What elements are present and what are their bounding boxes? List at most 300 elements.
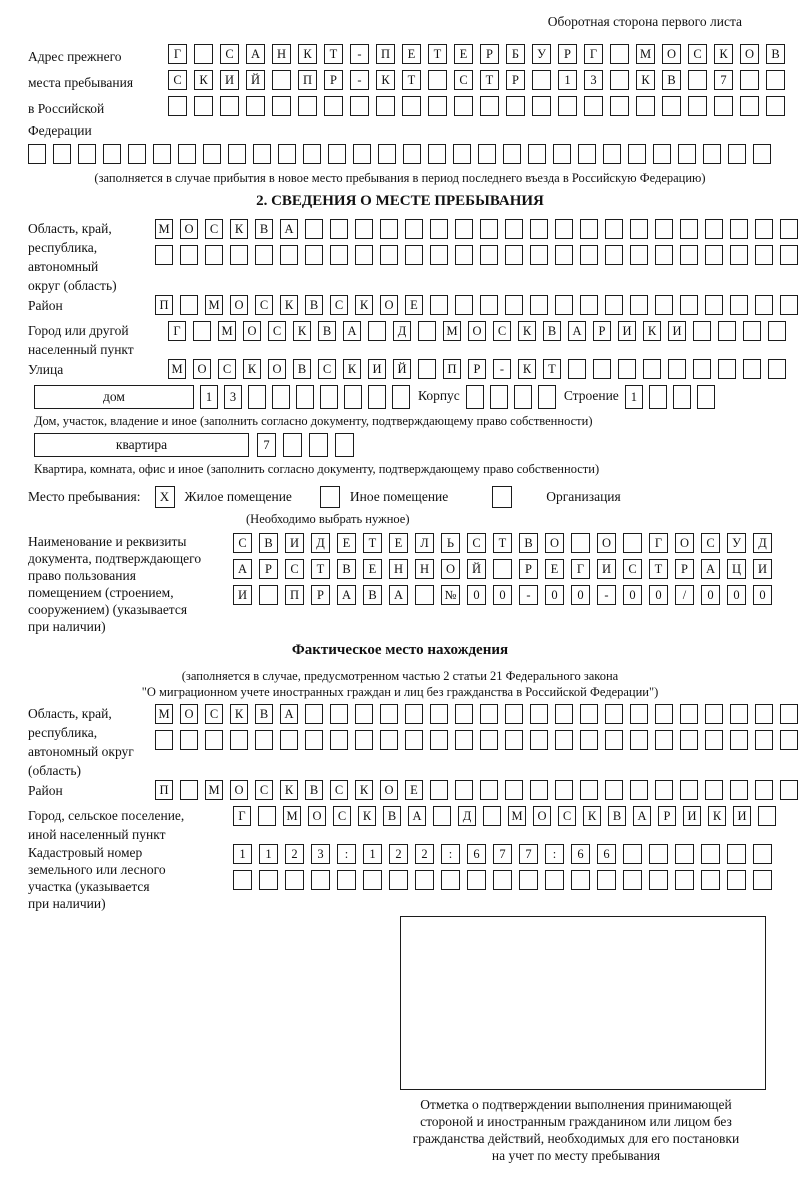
char-cell[interactable] [478, 144, 496, 164]
char-cell[interactable] [753, 870, 772, 890]
char-cell[interactable] [203, 144, 221, 164]
char-cell[interactable] [555, 245, 573, 265]
char-cell[interactable] [655, 704, 673, 724]
char-cell[interactable] [503, 144, 521, 164]
char-cell[interactable]: К [194, 70, 213, 90]
char-cell[interactable] [705, 780, 723, 800]
char-cell[interactable] [755, 219, 773, 239]
char-cell[interactable] [605, 780, 623, 800]
char-cell[interactable]: К [293, 321, 311, 341]
char-cell[interactable] [454, 96, 473, 116]
char-cell[interactable]: 2 [285, 844, 304, 864]
char-cell[interactable] [580, 295, 598, 315]
char-cell[interactable]: 7 [519, 844, 538, 864]
char-cell[interactable] [705, 245, 723, 265]
char-cell[interactable]: Н [389, 559, 408, 579]
char-cell[interactable] [178, 144, 196, 164]
char-cell[interactable] [305, 219, 323, 239]
char-cell[interactable] [285, 870, 304, 890]
char-cell[interactable] [780, 245, 798, 265]
char-cell[interactable] [630, 780, 648, 800]
char-cell[interactable] [430, 730, 448, 750]
char-cell[interactable]: 0 [753, 585, 772, 605]
char-cell[interactable] [705, 295, 723, 315]
char-cell[interactable]: О [380, 295, 398, 315]
char-cell[interactable]: В [305, 295, 323, 315]
char-cell[interactable]: К [230, 219, 248, 239]
char-cell[interactable] [305, 730, 323, 750]
char-cell[interactable] [597, 870, 616, 890]
char-cell[interactable] [430, 219, 448, 239]
char-cell[interactable]: 0 [649, 585, 668, 605]
char-cell[interactable] [194, 44, 213, 64]
char-cell[interactable] [255, 730, 273, 750]
char-cell[interactable]: В [255, 704, 273, 724]
char-cell[interactable]: Р [311, 585, 330, 605]
char-cell[interactable] [330, 730, 348, 750]
char-cell[interactable] [755, 704, 773, 724]
char-cell[interactable]: К [298, 44, 317, 64]
char-cell[interactable]: В [383, 806, 401, 826]
char-cell[interactable]: А [568, 321, 586, 341]
char-cell[interactable]: 2 [389, 844, 408, 864]
char-cell[interactable]: П [155, 295, 173, 315]
char-cell[interactable] [555, 730, 573, 750]
char-cell[interactable]: С [255, 295, 273, 315]
char-cell[interactable]: О [380, 780, 398, 800]
char-cell[interactable]: В [363, 585, 382, 605]
char-cell[interactable] [653, 144, 671, 164]
char-cell[interactable]: С [558, 806, 576, 826]
char-cell[interactable]: Р [468, 359, 486, 379]
char-cell[interactable] [441, 870, 460, 890]
char-cell[interactable]: С [233, 533, 252, 553]
char-cell[interactable] [605, 295, 623, 315]
char-cell[interactable] [580, 219, 598, 239]
char-cell[interactable]: В [543, 321, 561, 341]
char-cell[interactable]: С [220, 44, 239, 64]
char-cell[interactable]: О [597, 533, 616, 553]
char-cell[interactable] [675, 870, 694, 890]
char-cell[interactable] [466, 385, 484, 409]
char-cell[interactable] [380, 245, 398, 265]
char-cell[interactable]: Р [558, 44, 577, 64]
char-cell[interactable] [545, 870, 564, 890]
char-cell[interactable]: П [298, 70, 317, 90]
char-cell[interactable] [636, 96, 655, 116]
char-cell[interactable]: Е [545, 559, 564, 579]
char-cell[interactable] [259, 870, 278, 890]
char-cell[interactable] [230, 245, 248, 265]
char-cell[interactable]: Т [493, 533, 512, 553]
char-cell[interactable]: 0 [571, 585, 590, 605]
char-cell[interactable]: С [205, 219, 223, 239]
char-cell[interactable] [623, 870, 642, 890]
char-cell[interactable] [571, 870, 590, 890]
char-cell[interactable]: Е [389, 533, 408, 553]
char-cell[interactable] [405, 219, 423, 239]
char-cell[interactable] [233, 870, 252, 890]
char-cell[interactable] [330, 704, 348, 724]
char-cell[interactable]: 1 [200, 385, 218, 409]
char-cell[interactable]: Н [415, 559, 434, 579]
char-cell[interactable] [480, 730, 498, 750]
char-cell[interactable]: 0 [623, 585, 642, 605]
char-cell[interactable]: И [233, 585, 252, 605]
char-cell[interactable]: К [643, 321, 661, 341]
char-cell[interactable] [128, 144, 146, 164]
char-cell[interactable] [610, 44, 629, 64]
char-cell[interactable] [255, 245, 273, 265]
char-cell[interactable] [53, 144, 71, 164]
char-cell[interactable]: О [675, 533, 694, 553]
char-cell[interactable] [337, 870, 356, 890]
char-cell[interactable]: Й [393, 359, 411, 379]
char-cell[interactable] [655, 219, 673, 239]
char-cell[interactable]: К [708, 806, 726, 826]
char-cell[interactable] [180, 245, 198, 265]
char-cell[interactable] [455, 219, 473, 239]
char-cell[interactable] [330, 219, 348, 239]
char-cell[interactable]: Р [675, 559, 694, 579]
char-cell[interactable]: М [168, 359, 186, 379]
char-cell[interactable] [455, 704, 473, 724]
char-cell[interactable] [680, 780, 698, 800]
char-cell[interactable]: 7 [257, 433, 276, 457]
char-cell[interactable] [168, 96, 187, 116]
char-cell[interactable]: - [350, 70, 369, 90]
char-cell[interactable] [405, 704, 423, 724]
char-cell[interactable]: Е [405, 780, 423, 800]
char-cell[interactable]: К [358, 806, 376, 826]
char-cell[interactable]: 0 [727, 585, 746, 605]
char-cell[interactable]: 1 [233, 844, 252, 864]
char-cell[interactable]: И [220, 70, 239, 90]
char-cell[interactable] [705, 704, 723, 724]
char-cell[interactable] [530, 295, 548, 315]
char-cell[interactable] [453, 144, 471, 164]
char-cell[interactable] [328, 144, 346, 164]
char-cell[interactable]: В [255, 219, 273, 239]
char-cell[interactable] [605, 704, 623, 724]
char-cell[interactable] [697, 385, 715, 409]
char-cell[interactable]: С [168, 70, 187, 90]
char-cell[interactable]: О [533, 806, 551, 826]
char-cell[interactable]: - [519, 585, 538, 605]
char-cell[interactable] [480, 219, 498, 239]
checkbox-organizaciya[interactable] [492, 486, 512, 508]
char-cell[interactable] [480, 96, 499, 116]
char-cell[interactable]: Г [584, 44, 603, 64]
char-cell[interactable]: В [337, 559, 356, 579]
char-cell[interactable]: Р [259, 559, 278, 579]
char-cell[interactable]: М [155, 219, 173, 239]
char-cell[interactable]: Р [519, 559, 538, 579]
char-cell[interactable] [305, 245, 323, 265]
char-cell[interactable] [605, 245, 623, 265]
char-cell[interactable] [730, 295, 748, 315]
char-cell[interactable] [493, 559, 512, 579]
char-cell[interactable]: В [259, 533, 278, 553]
char-cell[interactable] [272, 385, 290, 409]
char-cell[interactable] [730, 245, 748, 265]
char-cell[interactable]: В [608, 806, 626, 826]
char-cell[interactable]: О [230, 780, 248, 800]
char-cell[interactable] [253, 144, 271, 164]
char-cell[interactable] [610, 96, 629, 116]
char-cell[interactable]: Р [593, 321, 611, 341]
char-cell[interactable]: Т [428, 44, 447, 64]
char-cell[interactable] [428, 96, 447, 116]
char-cell[interactable] [402, 96, 421, 116]
char-cell[interactable] [353, 144, 371, 164]
char-cell[interactable]: Т [480, 70, 499, 90]
char-cell[interactable] [680, 704, 698, 724]
char-cell[interactable]: А [701, 559, 720, 579]
char-cell[interactable] [649, 870, 668, 890]
char-cell[interactable]: Т [324, 44, 343, 64]
char-cell[interactable] [768, 321, 786, 341]
char-cell[interactable] [392, 385, 410, 409]
char-cell[interactable]: Г [168, 321, 186, 341]
char-cell[interactable]: К [376, 70, 395, 90]
char-cell[interactable]: Т [363, 533, 382, 553]
char-cell[interactable] [593, 359, 611, 379]
char-cell[interactable] [780, 704, 798, 724]
char-cell[interactable]: К [355, 295, 373, 315]
char-cell[interactable]: П [443, 359, 461, 379]
char-cell[interactable]: Р [324, 70, 343, 90]
char-cell[interactable] [740, 96, 759, 116]
char-cell[interactable] [555, 219, 573, 239]
char-cell[interactable]: А [280, 704, 298, 724]
char-cell[interactable]: 3 [311, 844, 330, 864]
char-cell[interactable]: И [368, 359, 386, 379]
char-cell[interactable]: Р [658, 806, 676, 826]
char-cell[interactable] [418, 321, 436, 341]
char-cell[interactable] [505, 295, 523, 315]
char-cell[interactable]: С [218, 359, 236, 379]
char-cell[interactable]: Т [543, 359, 561, 379]
char-cell[interactable] [668, 359, 686, 379]
char-cell[interactable] [555, 780, 573, 800]
char-cell[interactable] [330, 245, 348, 265]
char-cell[interactable] [680, 295, 698, 315]
char-cell[interactable] [153, 144, 171, 164]
char-cell[interactable]: Т [311, 559, 330, 579]
char-cell[interactable] [578, 144, 596, 164]
char-cell[interactable]: М [205, 780, 223, 800]
char-cell[interactable] [693, 321, 711, 341]
char-cell[interactable] [630, 704, 648, 724]
char-cell[interactable] [335, 433, 354, 457]
char-cell[interactable] [655, 780, 673, 800]
char-cell[interactable] [580, 730, 598, 750]
char-cell[interactable]: П [376, 44, 395, 64]
char-cell[interactable] [350, 96, 369, 116]
char-cell[interactable] [630, 245, 648, 265]
char-cell[interactable]: Е [337, 533, 356, 553]
char-cell[interactable] [530, 780, 548, 800]
char-cell[interactable] [505, 219, 523, 239]
char-cell[interactable]: О [545, 533, 564, 553]
char-cell[interactable]: А [633, 806, 651, 826]
char-cell[interactable] [280, 730, 298, 750]
char-cell[interactable]: В [318, 321, 336, 341]
char-cell[interactable] [490, 385, 508, 409]
char-cell[interactable] [376, 96, 395, 116]
char-cell[interactable]: С [623, 559, 642, 579]
char-cell[interactable]: 0 [467, 585, 486, 605]
char-cell[interactable] [743, 321, 761, 341]
char-cell[interactable] [755, 730, 773, 750]
char-cell[interactable]: 6 [467, 844, 486, 864]
char-cell[interactable]: М [205, 295, 223, 315]
char-cell[interactable] [675, 844, 694, 864]
char-cell[interactable]: П [155, 780, 173, 800]
char-cell[interactable] [768, 359, 786, 379]
char-cell[interactable] [743, 359, 761, 379]
char-cell[interactable] [430, 780, 448, 800]
char-cell[interactable] [630, 730, 648, 750]
char-cell[interactable]: Д [393, 321, 411, 341]
char-cell[interactable]: А [233, 559, 252, 579]
char-cell[interactable] [344, 385, 362, 409]
char-cell[interactable] [155, 245, 173, 265]
char-cell[interactable]: С [255, 780, 273, 800]
char-cell[interactable]: С [330, 780, 348, 800]
char-cell[interactable] [355, 730, 373, 750]
char-cell[interactable]: А [246, 44, 265, 64]
char-cell[interactable] [740, 70, 759, 90]
char-cell[interactable] [630, 295, 648, 315]
char-cell[interactable]: К [343, 359, 361, 379]
char-cell[interactable] [415, 870, 434, 890]
char-cell[interactable] [506, 96, 525, 116]
char-cell[interactable]: М [155, 704, 173, 724]
checkbox-inoe[interactable] [320, 486, 340, 508]
char-cell[interactable] [568, 359, 586, 379]
char-cell[interactable]: А [280, 219, 298, 239]
char-cell[interactable] [705, 730, 723, 750]
char-cell[interactable] [555, 704, 573, 724]
char-cell[interactable] [680, 245, 698, 265]
char-cell[interactable] [180, 780, 198, 800]
char-cell[interactable] [558, 96, 577, 116]
char-cell[interactable] [730, 780, 748, 800]
char-cell[interactable] [655, 245, 673, 265]
char-cell[interactable] [693, 359, 711, 379]
char-cell[interactable]: К [280, 295, 298, 315]
char-cell[interactable] [296, 385, 314, 409]
char-cell[interactable] [415, 585, 434, 605]
char-cell[interactable]: И [733, 806, 751, 826]
char-cell[interactable]: Д [458, 806, 476, 826]
char-cell[interactable]: : [545, 844, 564, 864]
char-cell[interactable] [480, 295, 498, 315]
char-cell[interactable] [311, 870, 330, 890]
char-cell[interactable] [532, 96, 551, 116]
char-cell[interactable] [193, 321, 211, 341]
char-cell[interactable] [701, 844, 720, 864]
char-cell[interactable]: О [662, 44, 681, 64]
char-cell[interactable]: № [441, 585, 460, 605]
char-cell[interactable]: Б [506, 44, 525, 64]
char-cell[interactable]: 1 [259, 844, 278, 864]
char-cell[interactable] [455, 780, 473, 800]
char-cell[interactable] [766, 96, 785, 116]
char-cell[interactable]: М [443, 321, 461, 341]
char-cell[interactable] [220, 96, 239, 116]
char-cell[interactable] [580, 704, 598, 724]
char-cell[interactable]: С [318, 359, 336, 379]
char-cell[interactable]: О [193, 359, 211, 379]
char-cell[interactable]: Т [649, 559, 668, 579]
char-cell[interactable] [428, 70, 447, 90]
char-cell[interactable] [278, 144, 296, 164]
char-cell[interactable]: А [343, 321, 361, 341]
char-cell[interactable]: И [618, 321, 636, 341]
char-cell[interactable] [718, 321, 736, 341]
char-cell[interactable] [605, 730, 623, 750]
char-cell[interactable]: 3 [584, 70, 603, 90]
char-cell[interactable]: Д [311, 533, 330, 553]
char-cell[interactable]: В [766, 44, 785, 64]
char-cell[interactable] [309, 433, 328, 457]
char-cell[interactable] [643, 359, 661, 379]
char-cell[interactable] [727, 844, 746, 864]
char-cell[interactable]: - [493, 359, 511, 379]
char-cell[interactable] [78, 144, 96, 164]
char-cell[interactable] [780, 295, 798, 315]
char-cell[interactable]: 6 [571, 844, 590, 864]
char-cell[interactable]: И [753, 559, 772, 579]
char-cell[interactable]: 1 [558, 70, 577, 90]
char-cell[interactable]: : [337, 844, 356, 864]
char-cell[interactable] [368, 385, 386, 409]
char-cell[interactable] [228, 144, 246, 164]
char-cell[interactable] [753, 844, 772, 864]
char-cell[interactable] [780, 780, 798, 800]
char-cell[interactable]: С [467, 533, 486, 553]
char-cell[interactable] [528, 144, 546, 164]
char-cell[interactable]: С [493, 321, 511, 341]
char-cell[interactable]: П [285, 585, 304, 605]
char-cell[interactable]: 0 [545, 585, 564, 605]
char-cell[interactable]: Е [402, 44, 421, 64]
char-cell[interactable] [355, 219, 373, 239]
char-cell[interactable] [467, 870, 486, 890]
char-cell[interactable] [580, 245, 598, 265]
char-cell[interactable] [303, 144, 321, 164]
char-cell[interactable]: 0 [701, 585, 720, 605]
char-cell[interactable] [701, 870, 720, 890]
char-cell[interactable] [530, 245, 548, 265]
char-cell[interactable] [455, 245, 473, 265]
char-cell[interactable] [180, 295, 198, 315]
char-cell[interactable] [298, 96, 317, 116]
char-cell[interactable] [505, 245, 523, 265]
char-cell[interactable]: У [727, 533, 746, 553]
char-cell[interactable]: Ц [727, 559, 746, 579]
char-cell[interactable] [678, 144, 696, 164]
char-cell[interactable]: К [583, 806, 601, 826]
char-cell[interactable] [673, 385, 691, 409]
char-cell[interactable] [753, 144, 771, 164]
char-cell[interactable] [430, 704, 448, 724]
char-cell[interactable]: 3 [224, 385, 242, 409]
char-cell[interactable] [355, 245, 373, 265]
